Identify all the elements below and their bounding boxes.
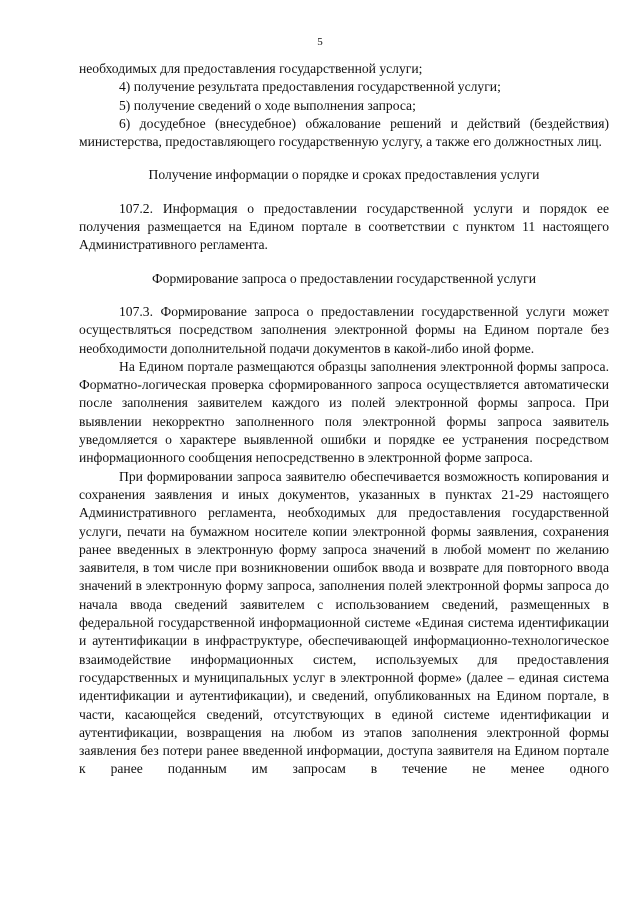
page-content <box>79 60 609 779</box>
paragraph-request-capabilities: При формировании запроса заявителю обеспечивается возможность копирования и сохранения заявления и иных документов, указанных в пунктах 21-29 настоящего Административного регламента, необходимых для предоставления государственной услуги, печати на бумажном носителе копии электронной формы заявления, сохранения ранее введенных в электронную форму запроса значений в любой момент по желанию заявителя, в том числе при возникновении ошибок ввода и возврате для повторного ввода значений в электронную форму запроса, заполнения полей электронной формы запроса до начала ввода сведений заявителем с использованием сведений, размещенных в федеральной государственной информационной системе «Единая система идентификации и аутентификации в инфраструктуре, обеспечивающей информационно-технологическое взаимодействие информационных систем, используемых для предоставления государственных и муниципальных услуг в электронной форме» (далее – единая система идентификации и аутентификации), и сведений, опубликованных на Едином портале, в части, касающейся сведений, отсутствующих в единой системе идентификации и аутентификации, возвращения на любом из этапов заполнения электронной формы заявления без потери ранее введенной информации, доступа заявителя на Едином портале к ранее поданным им запросам в течение не менее одного <box>79 468 609 777</box>
list-item-6: 6) досудебное (внесудебное) обжалование решений и действий (бездействия) министерства, предоставляющего государственную услугу, а также его должностных лиц. <box>79 115 609 150</box>
paragraph-sample-forms: На Едином портале размещаются образцы заполнения электронной формы запроса. Форматно-логическая проверка сформированного запроса осуществляется автоматически после заполнения заявителем каждого из полей электронной формы запроса. При выявлении некорректно заполненного поля электронной формы запроса заявитель уведомляется о характере выявленной ошибки и порядке ее устранения посредством информационного сообщения непосредственно в электронной форме запроса. <box>79 358 609 466</box>
list-item-5: 5) получение сведений о ходе выполнения запроса; <box>119 97 416 113</box>
section-heading-request: Формирование запроса о предоставлении государственной услуги <box>151 270 537 286</box>
paragraph-107-2: 107.2. Информация о предоставлении государственной услуги и порядок ее получения размещается на Едином портале в соответствии с пунктом 11 настоящего Административного регламента. <box>79 200 609 253</box>
list-item-4: 4) получение результата предоставления государственной услуги; <box>119 79 501 95</box>
paragraph-107-3: 107.3. Формирование запроса о предоставлении государственной услуги может осуществляться посредством заполнения электронной формы на Едином портале без необходимости дополнительной подачи документов в какой-либо иной форме. <box>79 303 609 356</box>
list-lead-line: необходимых для предоставления государственной услуги; <box>79 61 423 76</box>
page-number: 5 <box>317 36 323 48</box>
section-heading-info: Получение информации о порядке и сроках предоставления услуги <box>148 167 540 183</box>
